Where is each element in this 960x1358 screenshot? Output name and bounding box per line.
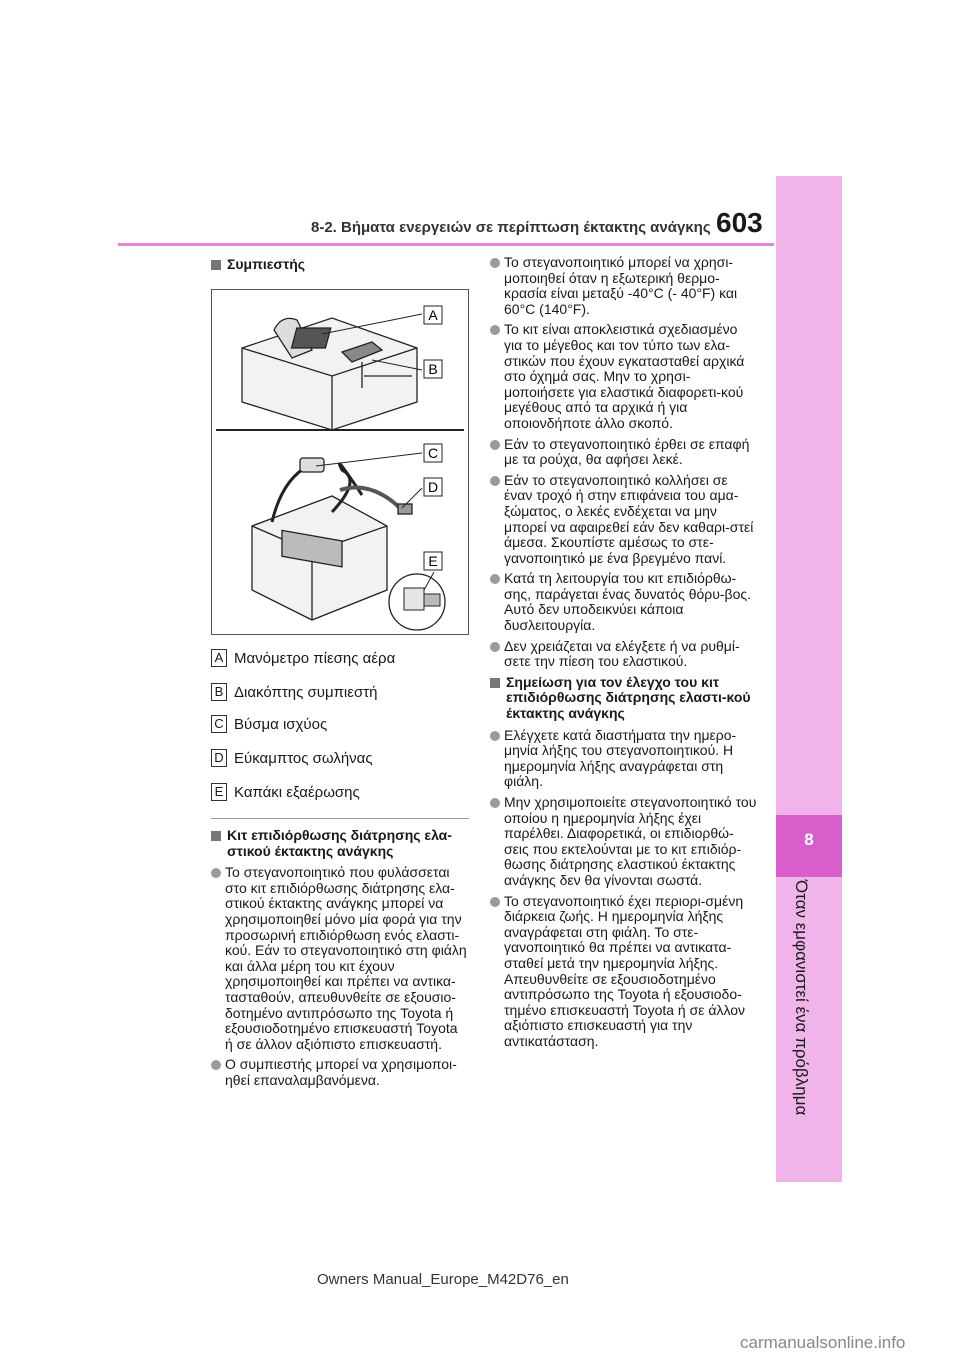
square-bullet-icon	[211, 831, 221, 841]
bullet-dot-icon	[490, 574, 500, 584]
list-item: Εάν το στεγανοποιητικό κολλήσει σε έναν τροχό ή στην επιφάνεια του αμα-ξώματος, ο λεκές ενδέχεται να μην μπορεί να αφαιρεθεί εάν δεν καθαρι-στεί άμεσα. Σκουπίστε αμέσως το στε-γανοποιητικό με ένα βρεγμένο πανί.	[490, 473, 758, 567]
legend-item-b: B Διακόπτης συμπιεστή	[211, 683, 469, 701]
watermark: carmanualsonline.info	[740, 1333, 906, 1352]
chapter-number: 8	[804, 830, 814, 849]
square-bullet-icon	[490, 678, 500, 688]
list-item: Το στεγανοποιητικό έχει περιορι-σμένη διάρκεια ζωής. Η ημερομηνία λήξης αναγράφεται στη φιάλη. Το στε-γανοποιητικό θα πρέπει να αντικατα-σταθεί μετά την ημερομηνία λήξης. Απευθυνθείτε σε εξουσιοδοτημένο αντιπρόσωπο της Toyota ή εξουσιοδο-τημένο επισκευαστή Toyota ή σε άλλον αξιόπιστο επισκευαστή για την αντικατάσταση.	[490, 894, 758, 1050]
figure-label-c: C	[427, 445, 439, 461]
square-bullet-icon	[211, 260, 221, 270]
header-divider	[118, 243, 774, 246]
compressor-illustration	[212, 290, 468, 634]
legend-item-a: A Μανόμετρο πίεσης αέρα	[211, 649, 469, 667]
bullet-dot-icon	[490, 440, 500, 450]
compressor-heading: Συμπιεστής	[211, 257, 469, 273]
legend-item-d: D Εύκαμπτος σωλήνας	[211, 749, 469, 767]
figure-label-b: B	[428, 361, 438, 377]
bullet-dot-icon	[211, 1060, 221, 1070]
kit-heading: Κιτ επιδιόρθωσης διάτρησης ελα-στικού έκτακτης ανάγκης	[211, 828, 469, 859]
compressor-figure	[211, 289, 469, 635]
bullet-dot-icon	[490, 897, 500, 907]
figure-label-a: A	[428, 307, 438, 323]
legend-item-c: C Βύσμα ισχύος	[211, 715, 469, 733]
bullet-dot-icon	[490, 476, 500, 486]
list-item: Το στεγανοποιητικό μπορεί να χρησι-μοποιηθεί όταν η εξωτερική θερμο-κρασία είναι μεταξύ -40°C (- 40°F) και 60°C (140°F).	[490, 255, 758, 317]
page-number: 603	[716, 207, 763, 238]
bullet-dot-icon	[490, 258, 500, 268]
bullet-dot-icon	[490, 798, 500, 808]
bullet-dot-icon	[490, 325, 500, 335]
list-item: Δεν χρειάζεται να ελέγξετε ή να ρυθμί-σετε την πίεση του ελαστικού.	[490, 639, 758, 670]
list-item: Το στεγανοποιητικό που φυλάσσεται στο κιτ επιδιόρθωσης διάτρησης ελα-στικού έκτακτης ανάγκης μπορεί να χρησιμοποιηθεί μόνο μία φορά για την προσωρινή επιδιόρθωση ενός ελαστι-κού. Εάν το στεγανοποιητικό στη φιάλη και άλλα μέρη του κιτ έχουν χρησιμοποιηθεί και πρέπει να αντικα-τασταθούν, απευθυνθείτε σε εξουσιο-δοτημένο αντιπρόσωπο της Toyota ή εξουσιοδοτημένο επισκευαστή Toyota ή σε άλλον αξιόπιστο επισκευαστή.	[211, 865, 469, 1052]
list-item: Εάν το στεγανοποιητικό έρθει σε επαφή με τα ρούχα, θα αφήσει λεκέ.	[490, 437, 758, 468]
manual-footer: Owners Manual_Europe_M42D76_en	[317, 1271, 569, 1288]
legend-item-e: E Καπάκι εξαέρωσης	[211, 783, 469, 801]
list-item: Ελέγχετε κατά διαστήματα την ημερο-μηνία λήξης του στεγανοποιητικού. Η ημερομηνία λήξης αναγράφεται στη φιάλη.	[490, 728, 758, 790]
section-header: 8-2. Βήματα ενεργειών σε περίπτωση έκτακτης ανάγκης	[311, 219, 711, 236]
bullet-dot-icon	[490, 731, 500, 741]
list-item: Ο συμπιεστής μπορεί να χρησιμοποι-ηθεί επαναλαμβανόμενα.	[211, 1057, 469, 1088]
chapter-title: Όταν εμφανιστεί ένα πρόβλημα	[792, 880, 811, 1116]
section-divider	[211, 818, 469, 819]
figure-label-d: D	[427, 479, 439, 495]
bullet-dot-icon	[211, 868, 221, 878]
list-item: Μην χρησιμοποιείτε στεγανοποιητικό του οποίου η ημερομηνία λήξης έχει παρέλθει. Διαφορετικά, οι επιδιορθώ-σεις που εκτελούνται με το κιτ επιδιόρ-θωσης διάτρησης ελαστικού έκτακτης ανάγκης δεν θα γίνονται σωστά.	[490, 795, 758, 889]
bullet-dot-icon	[490, 642, 500, 652]
figure-label-e: E	[428, 553, 438, 569]
note-heading: Σημείωση για τον έλεγχο του κιτ επιδιόρθωσης διάτρησης ελαστι-κού έκτακτης ανάγκης	[490, 675, 758, 722]
list-item: Το κιτ είναι αποκλειστικά σχεδιασμένο για το μέγεθος και τον τύπο των ελα-στικών που έχουν εγκατασταθεί αρχικά στο όχημά σας. Μην το χρησι-μοποιήσετε για ελαστικά διαφορετι-κού μεγέθους από τα αρχικά ή για οποιονδήποτε άλλο σκοπό.	[490, 322, 758, 431]
list-item: Κατά τη λειτουργία του κιτ επιδιόρθω-σης, παράγεται ένας δυνατός θόρυ-βος. Αυτό δεν υποδεικνύει κάποια δυσλειτουργία.	[490, 571, 758, 633]
